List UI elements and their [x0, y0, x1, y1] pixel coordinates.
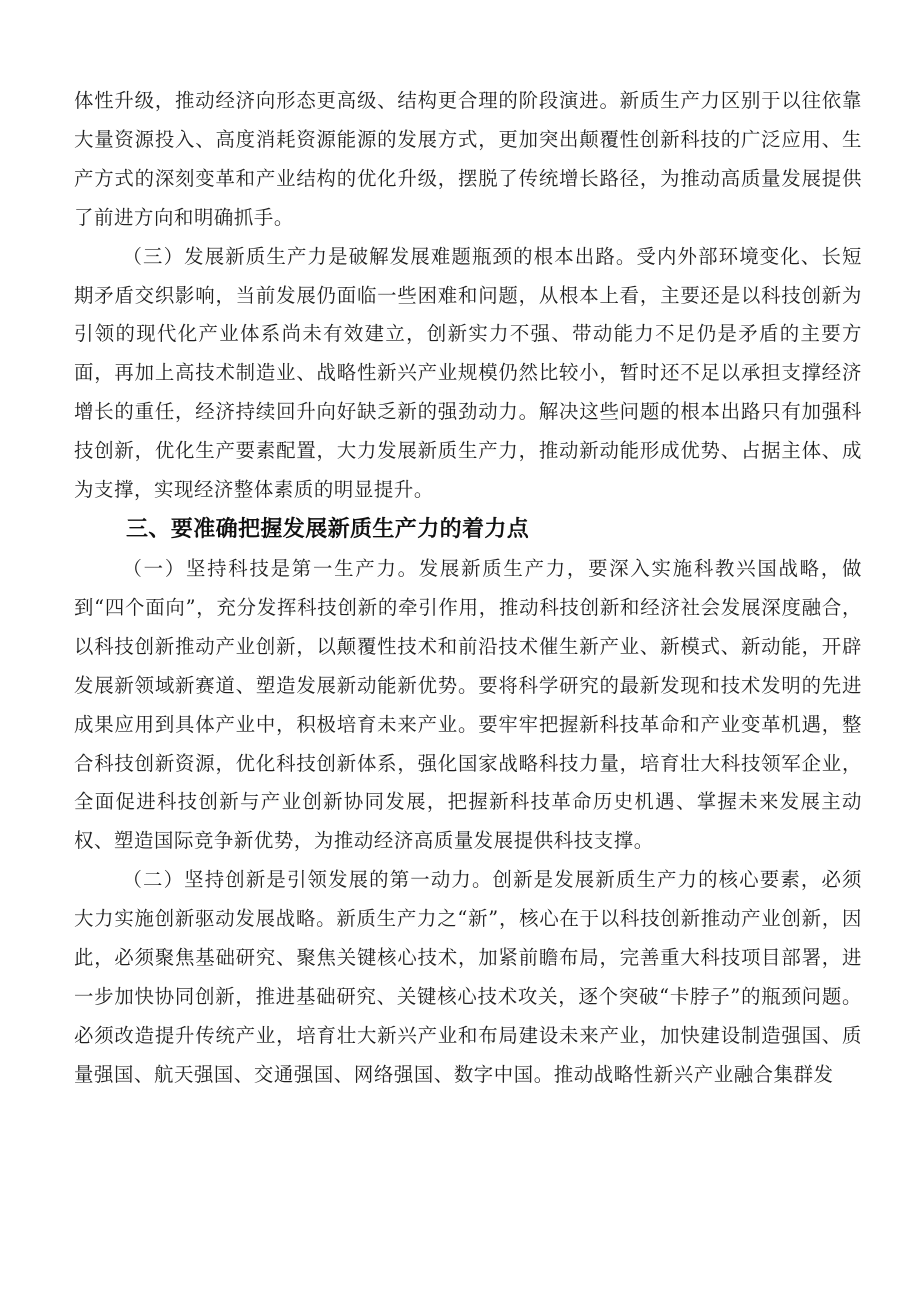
paragraph-point-two: （二）坚持创新是引领发展的第一动力。创新是发展新质生产力的核心要素，必须大力实施创新驱动发展战略。新质生产力之“新”，核心在于以科技创新推动产业创新，因此，必须聚焦基础研究、聚焦关键核心技术，加紧前瞻布局，完善重大科技项目部署，进一步加快协同创新，推进基础研究、关键核心技术攻关，逐个突破“卡脖子”的瓶颈问题。必须改造提升传统产业，培育壮大新兴产业和布局建设未来产业，加快建设制造强国、质量强国、航天强国、交通强国、网络强国、数字中国。推动战略性新兴产业融合集群发	[74, 868, 862, 1086]
paragraph-continuation: 体性升级，推动经济向形态更高级、结构更合理的阶段演进。新质生产力区别于以往依靠大量资源投入、高度消耗资源能源的发展方式，更加突出颠覆性创新科技的广泛应用、生产方式的深刻变革和产业结构的优化升级，摆脱了传统增长路径，为推动高质量发展提供了前进方向和明确抓手。	[74, 89, 862, 229]
paragraph-point-three: （三）发展新质生产力是破解发展难题瓶颈的根本出路。受内外部环境变化、长短期矛盾交织影响，当前发展仍面临一些困难和问题，从根本上看，主要还是以科技创新为引领的现代化产业体系尚未有效建立，创新实力不强、带动能力不足仍是矛盾的主要方面，再加上高技术制造业、战略性新兴产业规模仍然比较小，暂时还不足以承担支撑经济增长的重任，经济持续回升向好缺乏新的强劲动力。解决这些问题的根本出路只有加强科技创新，优化生产要素配置，大力发展新质生产力，推动新动能形成优势、占据主体、成为支撑，实现经济整体素质的明显提升。	[74, 244, 862, 502]
document-body	[74, 82, 862, 1095]
section-heading: 三、要准确把握发展新质生产力的着力点	[126, 516, 530, 542]
paragraph-point-one: （一）坚持科技是第一生产力。发展新质生产力，要深入实施科教兴国战略，做到“四个面向”，充分发挥科技创新的牵引作用，推动科技创新和经济社会发展深度融合，以科技创新推动产业创新，以颠覆性技术和前沿技术催生新产业、新模式、新动能，开辟发展新领域新赛道、塑造发展新动能新优势。要将科学研究的最新发现和技术发明的先进成果应用到具体产业中，积极培育未来产业。要牢牢把握新科技革命和产业变革机遇，整合科技创新资源，优化科技创新体系，强化国家战略科技力量，培育壮大科技领军企业，全面促进科技创新与产业创新协同发展，把握新科技革命历史机遇、掌握未来发展主动权、塑造国际竞争新优势，为推动经济高质量发展提供科技支撑。	[74, 556, 862, 853]
